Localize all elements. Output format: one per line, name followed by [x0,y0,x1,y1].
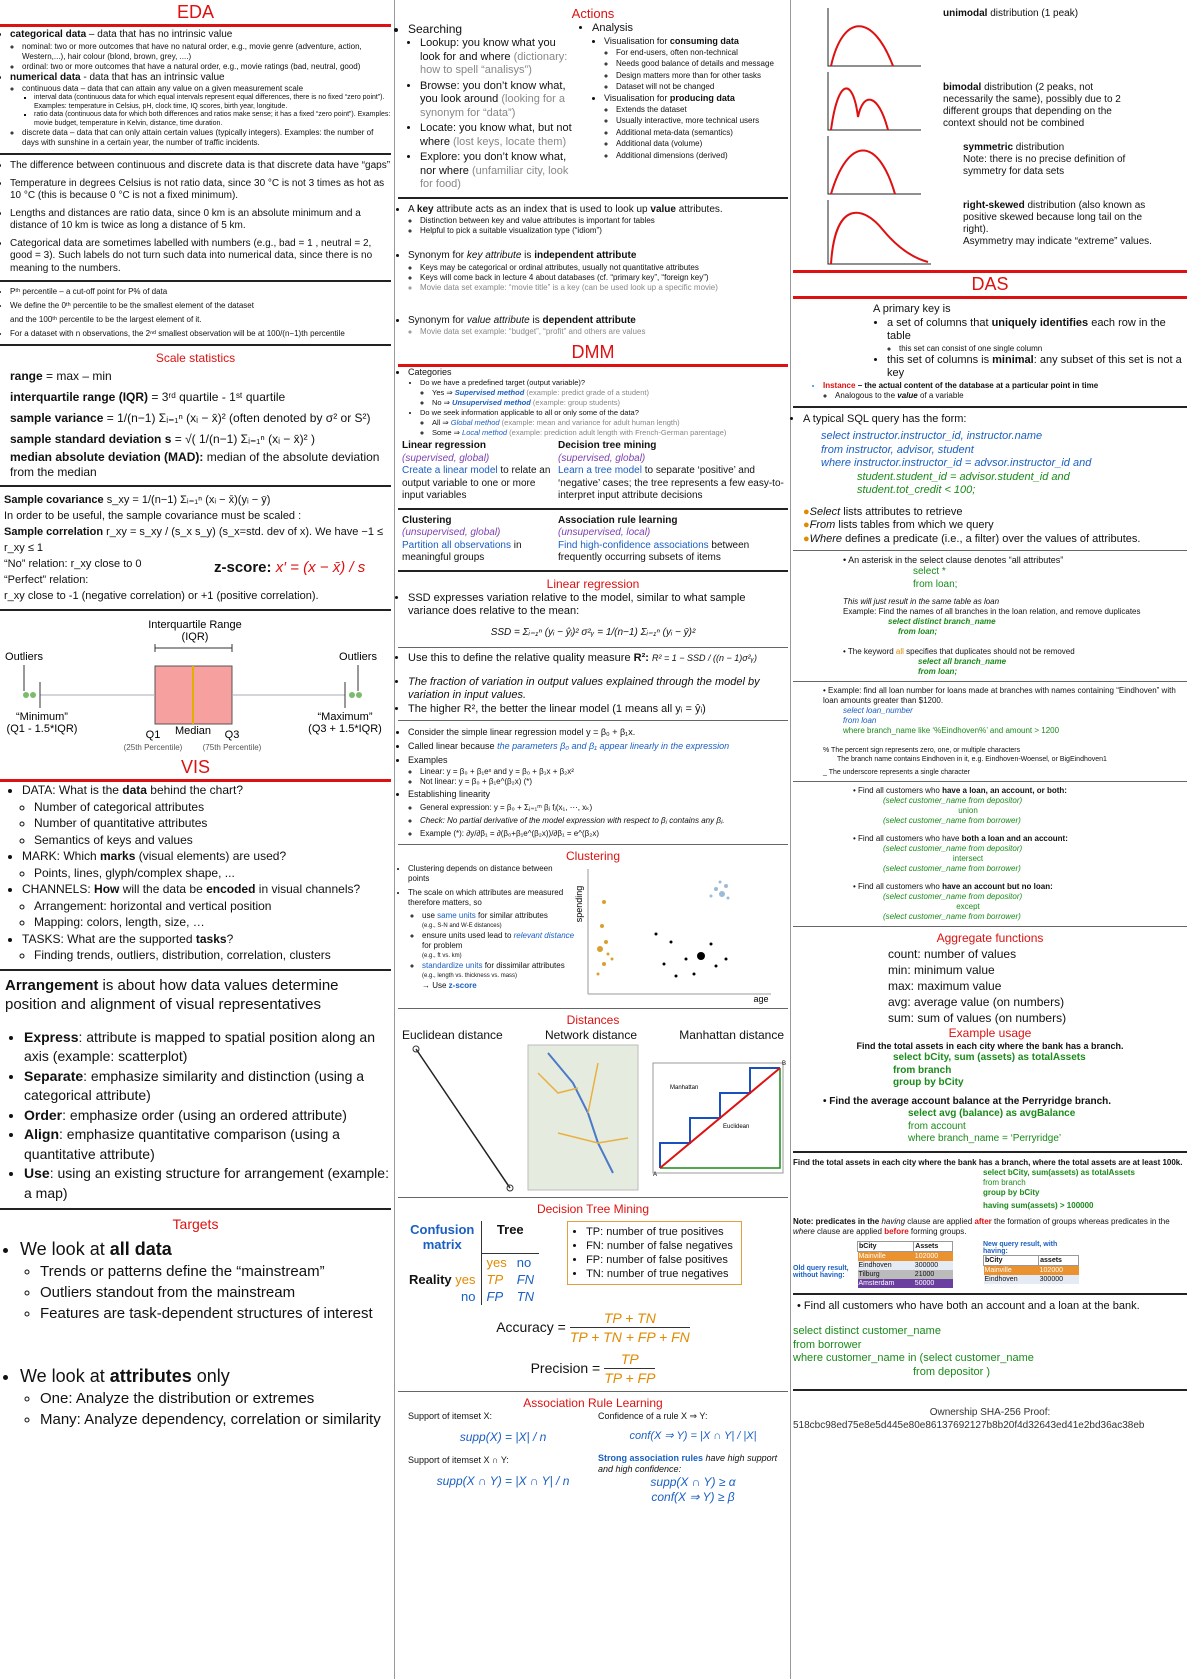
ownership-hash: 518cbc98ed75e8e5d445e80e86137692127b8b20f4d32643ed41e2bd36ac38eb [793,1419,1145,1431]
new-result-table: bCity assets Mainville 102000 Eindhoven 300000 [983,1255,1079,1284]
svg-text:B: B [782,1061,787,1067]
arl-title: Association Rule Learning [523,1395,663,1410]
confusion-matrix: Confusion matrix Tree yes no Reality yes TP FN no FP TN [404,1221,539,1305]
svg-text:Q1: Q1 [145,729,161,741]
svg-text:Outliers: Outliers [5,651,43,663]
column-1: EDA • categorical data – data that has no intrinsic value ◦ nominal: two or more outcomes that have no natural order, e.g., movie genre (adventure, action, Western,...), hair colour (blond, brown, grey, ....) ◦ ordinal: two or more outcomes that have a natural order, e.g., movie ratings (bad, neutral, good) • numerical data - data that has an intrinsic value ◦ continuous data – data that can attain any value on a given measurement scale ▪ interval data (continuous data for which equal intervals represent equal differences, there is no fixed “zero point”). Examples: temperature in Celsius, pH, clock time, IQ scores, birth year, longitude. ▪ ratio data (continuous data for which both differences and ratios make sense; it has a fixed “zero point”). Examples: movie budget, temperature in Kelvin, distance, time duration. ◦ discrete data – data that can only attain certain values (typically integers). Examples: the number of days with sunshine in a certain year, the number of traffic incidents. • The difference between continuous and discrete data is that discrete data have “gaps” • Temperature in degrees Celsius is not ratio data, since 30 °C is not 3 times as hot as 10 °C (this is because 0 °C is not a fixed minimum). • Lengths and distances are ratio data, since 0 km is an absolute minimum and a distance of 10 km is twice as long a distance of 5 km. • Categorical data are sometimes labelled with numbers (e.g., bad = 1 , neutral = 2, good = 3). Such labels do not turn such data into numerical data, since there is no meaning to the numbers. • Pᵗʰ percentile – a cut-off point for P% of data • We define the 0ᵗʰ percentile to be the smallest element of the dataset and the 100ᵗʰ percentile to be the largest element of it. • For a dataset with n observations, the 2ⁿᵈ smallest observation will be at 100/(n−1)th percentile Scale statistics • range = max – min • interquartile range (IQR) = 3ʳᵈ quartile - 1ˢᵗ quartile • sample variance = 1/(n−1) Σᵢ₌₁ⁿ (xᵢ − x̄)² (often denoted by σ² or S²) • sample standard deviation s = √( 1/(n−1) Σᵢ₌₁ⁿ (xᵢ − x̄)² ) • median absolute deviation (MAD): median of the absolute deviation from the median Sample covariance s_xy = 1/(n−1) Σᵢ₌₁ⁿ (xᵢ − x̄)(yᵢ − ȳ) In order to be useful, the sample covariance must be scaled : Sample correlation r_xy = s_xy / (s_x s_y) (s_x=std. dev of x). We have −1 ≤ r_xy ≤ 1 “No” relation: r_xy close to 0 “Perfect” relation: z-score: x′ = (x − x̄) / s r_xy close to -1 (negative correlation) or +1 (positive correlation). Interquartile Range (IQR) Outliers Outliers “Minimum” (Q1 - 1.5*IQR) “Maximum” (Q3 + 1.5*IQR) Q1 Median Q3 (25th Percentile) (75th Percentile) VIS • DATA: What is the data behind the chart? ◦ Number of categorical attributes ◦ Number of quantitative attributes ◦ Semantics of keys and values • MARK: Which marks (visual elements) are used? ◦ Points, lines, glyph/complex shape, ... • CHANNELS: How will the data be encoded in visual channels? ◦ Arrangement: horizontal and vertical position ◦ Mapping: colors, length, size, … • TASKS: What are the supported tasks? ◦ Finding trends, outliers, distribution, correlation, clusters Arrangement is about how data values determine position and alignment of visual representatives • Express: attribute is mapped to spatial position along an axis (example: scatterplot) • Separate: emphasize similarity and distinction (using a categorical attribute) • Order: emphasize order (using an ordered attribute) • Align: emphasize quantitative comparison (using a quantitative attribute) • Use: using an existing structure for arrangement (example: a map) Targets • We look at all data ◦ Trends or patterns define the “mainstream” ◦ Outliers standout from the mainstream ◦ Features are task-dependent structures of interest • We look at attributes only ◦ One: Analyze the distribution or extremes ◦ Many: Analyze dependency, correlation or similarity [0,0,391,1679]
svg-text:“Maximum”: “Maximum” [317,711,373,723]
aggregate-title: Aggregate functions [936,931,1044,945]
distances-title: Distances [566,1013,620,1027]
svg-text:A: A [653,1172,658,1178]
vis-title: VIS [180,757,210,777]
svg-text:Outliers: Outliers [339,651,377,663]
eda-b1: categorical data [10,29,87,40]
distances-figure [398,1043,788,1193]
targets-title: Targets [172,1216,219,1232]
svg-text:(Q1 - 1.5*IQR): (Q1 - 1.5*IQR) [6,723,78,735]
column-3: unimodal distribution (1 peak) bimodal distribution (2 peaks, not necessarily the same), possibly due to 2 different groups that depending on the context should not be combined symmetric distribution Note: there is no precise definition of symmetry for data sets right-skewed distribution (also known as positive skewed because long tail on the right). Asymmetry may indicate “extreme” values. DAS A primary key is • a set of columns that uniquely identifies each row in the table ◦ this set can consist of one single column • this set of columns is minimal: any subset of this set is not a key • Instance – the actual content of the database at a particular point in time ◦ Analogous to the value of a variable • A typical SQL query has the form: select instructor.instructor_id, instructor.name from instructor, advisor, student where instructor.instructor_id = advsor.instructor_id and student.student_id = advisor.student_id and student.tot_credit < 100; ●Select lists attributes to retrieve ●From lists tables from which we query ●Where defines a predicate (i.e., a filter) over the values of attributes. • An asterisk in the select clause denotes “all attributes” select * from loan; This will just result in the same table as loan Example: Find the names of all branches in the loan relation, and remove duplicates select distinct branch_name from loan; • The keyword all specifies that duplicates should not be removed select all branch_name from loan; • Example: find all loan number for loans made at branches with names containing “Eindhoven” with loan amounts greater than $1200. select loan_number from loan where branch_name like ‘%Eindhoven%’ and amount > 1200 % The percent sign represents zero, one, or multiple characters The branch name contains Eindhoven in it, e.g. Eindhoven-Woensel, or BigEindhoven1 _ The underscore represents a single character • Find all customers who have a loan, an account, or both: (select customer_name from depositor) union (select customer_name from borrower) • Find all customers who have both a loan and an account: (select customer_name from depositor) intersect (select customer_name from borrower) • Find all customers who have an account but no loan: (select customer_name from depositor) except (select customer_name from borrower) Aggregate functions count: number of values min: minimum value max: maximum value avg: average value (on numbers) sum: sum of values (on numbers) Example usage Find the total assets in each city where the bank has a branch. select bCity, sum (assets) as totalAssets from branch group by bCity • Find the average account balance at the Perryridge branch. select avg (balance) as avgBalance from account where branch_name = ‘Perryridge’ Find the total assets in each city where the bank has a branch, where the total assets are at least 100k. select bCity, sum(assets) as totalAssets from branch group by bCity having sum(assets) > 100000 Note: predicates in the having clause are applied after the formation of groups whereas predicates in the where clause are applied before forming groups. Old query result, without having: bCity Assets Mainville 102000 Eindhoven 300000 Tilburg 21000 Amsterdam 50000 New query result, with having: bCity assets Mainville 102000 Eindhoven 300000 • Find all customers who have both an account and a loan at the bank. select distinct customer_name from borrower where customer_name in (select customer_name from depositor ) Ownership SHA-256 Proof: 518cbc98ed75e8e5d445e80e86137692127b8b20f4d32643ed41e2bd36ac38eb [793,0,1187,1679]
dtm-title: Decision Tree Mining [536,1202,650,1216]
svg-text:Manhattan: Manhattan [670,1085,699,1091]
svg-text:“Minimum”: “Minimum” [16,711,68,723]
zscore-label: z-score: [214,559,272,576]
svg-text:spending: spending [574,885,584,923]
clustering-title: Clustering [565,849,621,863]
dist-bimodal: bimodal distribution (2 peaks, not necessarily the same), possibly due to 2 different groups that depending on the context should not be combined [823,72,1187,132]
dist-unimodal: unimodal distribution (1 peak) [823,8,1187,68]
old-result-table: bCity Assets Mainville 102000 Eindhoven 300000 Tilburg 21000 Amsterdam 50000 [857,1241,953,1288]
svg-text:Median: Median [174,725,212,737]
svg-text:age: age [753,994,769,1004]
scale-title: Scale statistics [155,351,236,365]
svg-text:(Q3 + 1.5*IQR): (Q3 + 1.5*IQR) [308,723,382,735]
boxplot [0,616,391,756]
svg-text:Euclidean: Euclidean [723,1124,750,1130]
linreg-title: Linear regression [546,576,640,591]
dist-right-skewed: right-skewed distribution (also known as positive skewed because long tail on the right). Asymmetry may indicate “extreme” values. [823,200,1187,266]
svg-text:Q3: Q3 [224,729,240,741]
ownership-label: Ownership SHA-256 Proof: [929,1407,1051,1418]
dmm-title: DMM [571,342,615,362]
cluster-scatter [576,864,776,1004]
das-title: DAS [971,274,1009,294]
svg-text:(75th Percentile): (75th Percentile) [202,743,262,752]
svg-text:(IQR): (IQR) [181,631,209,643]
dist-symmetric: symmetric distribution Note: there is no precise definition of symmetry for data sets [823,136,1187,196]
eda-title: EDA [176,2,214,22]
actions-title: Actions [571,6,615,21]
column-2: Actions • Searching • Lookup: you know what you look for and where (dictionary: how to spell “analisys”) • Browse: you don’t know what, you look around (looking for a synonym for “data”) • Locate: you know what, but not where (lost keys, locate them) • Explore: you don’t know what, nor where (unfamiliar city, look for food) • Analysis • Visualisation for consuming data ◦ For end-users, often non-technical ◦ Needs good balance of details and message ◦ Design matters more than for other tasks ◦ Dataset will not be changed • Visualisation for producing data ◦ Extends the dataset ◦ Usually interactive, more technical users ◦ Additional meta-data (semantics) ◦ Additional data (volume) ◦ Additional dimensions (derived) • A key attribute acts as an index that is used to look up value attributes. ◦ Distinction between key and value attributes is important for tables ◦ Helpful to pick a suitable visualization type (“idiom”) • Synonym for key attribute is independent attribute ◦ Keys may be categorical or ordinal attributes, usually not quantitative attributes ◦ Keys will come back in lecture 4 about databases (cf. “primary key”, “foreign key”) ◦ Movie data set example: “movie title” is a key (can be used look up a specific movie) • Synonym for value attribute is dependent attribute ◦ Movie data set example: “budget”, “profit” and others are values DMM • Categories • Do we have a predefined target (output variable)? ◦ Yes ⇒ Supervised method (example: predict grade of a student) ◦ No ⇒ Unsupervised method (example: group students) • Do we seek information applicable to all or only some of the data? ◦ All ⇒ Global method (example: mean and variance for adult human length) ◦ Some ⇒ Local method (example: prediction adult length with French-German parentage) Linear regression (supervised, global) Create a linear model to relate an output variable to one or more input variables Decision tree mining (supervised, global) Learn a tree model to separate ‘positive’ and ‘negative’ cases; the tree represents a few easy-to-interpret input attribute decisions Clustering (unsupervised, global) Partition all observations in meaningful groups Association rule learning (unsupervised, local) Find high-confidence associations between frequently occurring subsets of items Linear regression • SSD expresses variation relative to the model, similar to what sample variance does relative to the mean: SSD = Σᵢ₌₁ⁿ (yᵢ − ŷᵢ)² σ²ᵧ = 1/(n−1) Σᵢ₌₁ⁿ (yᵢ − ȳ)² • Use this to define the relative quality measure R²: R² = 1 − SSD / ((n − 1)σ²ᵧ) • The fraction of variation in output values explained through the model by variation in input values. • The higher R², the better the linear model (1 means all yᵢ = ŷᵢ) • Consider the simple linear regression model y = β₀ + β₁x. • Called linear because the parameters β₀ and β₁ appear linearly in the expression • Examples ◦ Linear: y = β₀ + β₁eˣ and y = β₀ + β₁x + β₂x² ◦ Not linear: y = β₀ + β₁e^(β₂x) (*) • Establishing linearity ◦ General expression: y = β₀ + Σⱼ₌₁ᵐ βⱼ fⱼ(x₁, ⋯, xₖ) ◦ Check: No partial derivative of the model expression with respect to βⱼ contains any βⱼ. ◦ Example (*): ∂y/∂β₁ = ∂(β₀+β₁e^(β₂x))/∂β₁ = e^(β₂x) Clustering • Clustering depends on distance between points • The scale on which attributes are measured therefore matters, so ◦ use same units for similar attributes (e.g., S-N and W-E distances) ◦ ensure units used lead to relevant distance for problem (e.g., ft vs. km) ◦ standardize units for dissimilar attributes (e.g., length vs. thickness vs. mass) → Use z-score spending age Distances Euclidean distance Network distance Manhattan distance Manhattan Euclidean A B Decision Tree Mining Confusion matrix Tree yes no Reality yes TP FN no FP TN • TP: number of true positives • FN: number of false negatives • FP: number of false positives • TN: number of true negatives Accuracy = $\frac{TP + TN}{TP + TN + FP + FN}$ Precision = $\frac{TP}{TP + FP}$ Association Rule Learning Support of itemset X: supp(X) = |X| / n Support of itemset X ∩ Y: supp(X ∩ Y) = |X ∩ Y| / n Confidence of a rule X ⇒ Y: conf(X ⇒ Y) = |X ∩ Y| / |X| Strong association rules have high support and high confidence: supp(X ∩ Y) ≥ α conf(X ⇒ Y) ≥ β [398,0,788,1679]
svg-text:(25th Percentile): (25th Percentile) [123,743,183,752]
svg-text:Interquartile Range: Interquartile Range [148,619,242,631]
